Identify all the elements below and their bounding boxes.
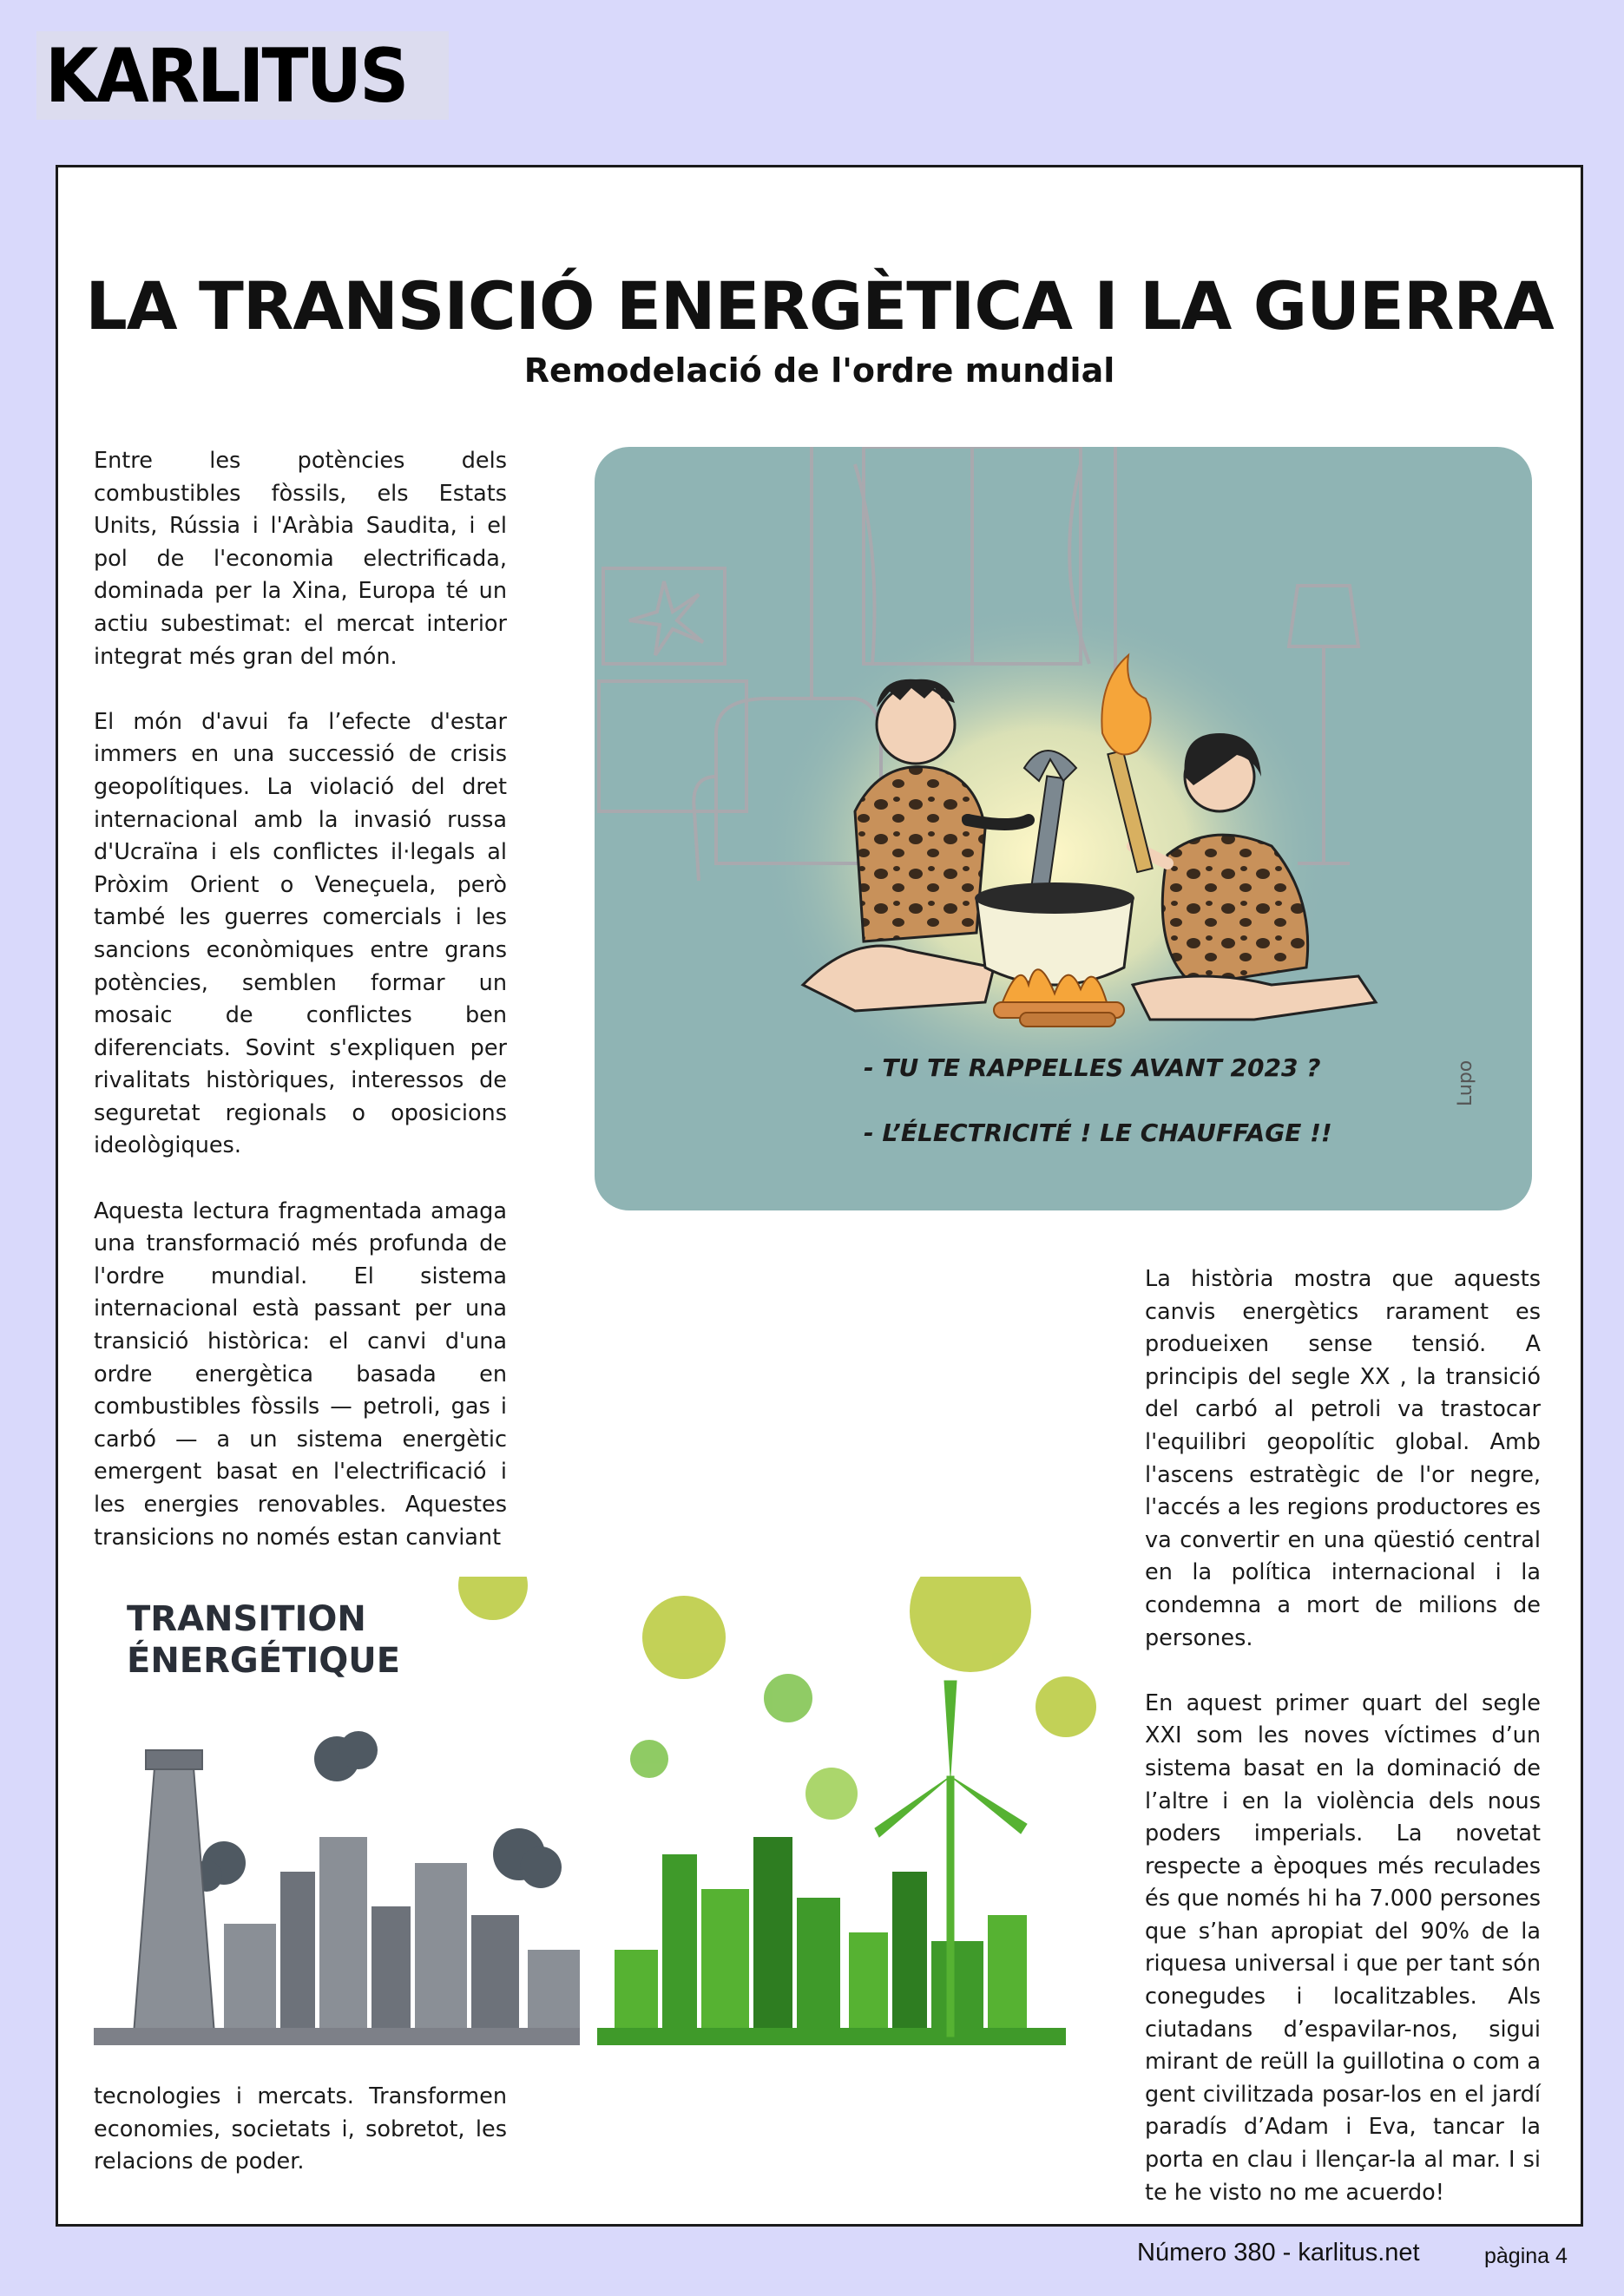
caveman-cartoon — [595, 447, 1532, 1210]
illustration-title-line-2: ÉNERGÉTIQUE — [127, 1641, 401, 1681]
paragraph: La història mostra que aquests canvis energètics rarament es produeixen sense tensió. A principis del segle XX , la transició del carbó al petroli va trastocar l'equilibri geopolític global. Amb l'ascens estratègic de l'or negre, l'accés a les regions productores es va convertir en una qüestió central en la política internacional i la condemna a mort de milions de persones. — [1145, 1266, 1541, 1651]
article-subtitle: Remodelació de l'ordre mundial — [523, 351, 1115, 390]
cauldron-drawing — [975, 882, 1134, 985]
cartoon-caption-1: - TU TE RAPPELLES AVANT 2023 ? — [864, 1053, 1321, 1082]
left-column-continued — [94, 2081, 507, 2179]
masthead-logo — [36, 31, 449, 120]
logo-text: KARLITUS — [45, 33, 407, 120]
cartoonist-signature: Lupo — [1455, 1059, 1476, 1106]
cartoon-caption-2: - L’ÉLECTRICITÉ ! LE CHAUFFAGE !! — [864, 1118, 1332, 1147]
paragraph: tecnologies i mercats. Transformen economies, societats i, sobretot, les relacions de poder. — [94, 2083, 507, 2175]
left-column — [94, 445, 507, 1554]
energy-transition-illustration — [94, 1577, 1099, 2045]
paragraph: En aquest primer quart del segle XXI som les noves víctimes d’un sistema basat en la dominació de l’altre i en la violència dels nous poders imperials. La novetat respecte a èpoques més reculades és que només hi ha 7.000 persones que s’han apropiat del 90% de la riquesa universal i que per tant són conegudes i localitzables. Als ciutadans d’espavilar-nos, sigui mirant de reüll la guillotina o com a gent civilitzada posar-los en el jardí paradís d’Adam i Eva, tancar la porta en clau i llençar-la al mar. I si te he visto no me acuerdo! — [1145, 1689, 1541, 2206]
article-page — [56, 165, 1583, 2227]
paragraph: Aquesta lectura fragmentada amaga una transformació més profunda de l'ordre mundial. El sistema internacional està passant per una transició històrica: el canvi d'una ordre energètica basada en combustibles fòssils — petroli, gas i carbó — a un sistema energètic emergent basat en l'electrificació i les energies renovables. Aquestes transicions no només estan canviant — [94, 1197, 507, 1551]
right-column — [1145, 1263, 1541, 2209]
article-title: LA TRANSICIÓ ENERGÈTICA I LA GUERRA — [85, 267, 1554, 344]
footer-page-number: pàgina 4 — [1484, 2244, 1568, 2268]
illustration-title-line-1: TRANSITION — [127, 1599, 366, 1639]
footer-issue: Número 380 - karlitus.net — [1137, 2239, 1420, 2266]
paragraph: El món d'avui fa l’efecte d'estar immers en una successió de crisis geopolítiques. La violació del dret internacional amb la invasió russa d'Ucraïna i els conflictes il·legals al Pròxim Orient o Veneçuela, però també les guerres comercials i les sancions econòmiques entre grans potències, semblen formar un mosaic de conflictes ben diferenciats. Sovint s'expliquen per rivalitats històriques, interessos de seguretat regionals o oposicions ideològiques. — [94, 708, 507, 1159]
paragraph: Entre les potències dels combustibles fòssils, els Estats Units, Rússia i l'Aràbia Saudita, i el pol de l'economia electrificada, dominada per la Xina, Europa té un actiu subestimat: el mercat interior integrat més gran del món. — [94, 448, 507, 670]
